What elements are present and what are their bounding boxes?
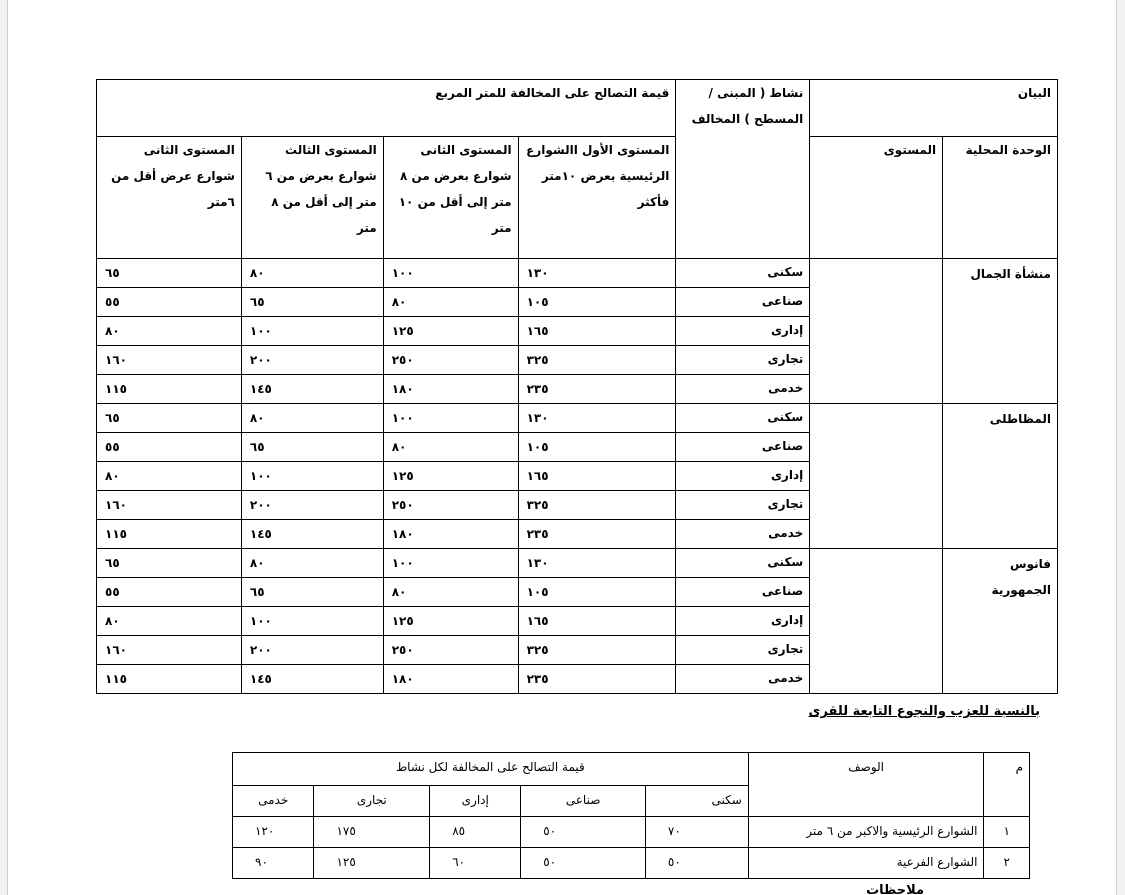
value-cell: ١٦٠ xyxy=(97,346,242,375)
value-cell: ١٠٠ xyxy=(383,259,518,288)
value-cell: ٥٠ xyxy=(521,848,646,879)
value-cell: ٢٠٠ xyxy=(241,636,383,665)
value-cell: ١٤٥ xyxy=(241,520,383,549)
value-cell: ٥٥ xyxy=(97,578,242,607)
value-cell: ٨٠ xyxy=(241,549,383,578)
value-cell: ٧٠ xyxy=(645,817,748,848)
page-edge-right xyxy=(1116,0,1117,895)
value-cell: ٢٥٠ xyxy=(383,636,518,665)
activity-cell: خدمى xyxy=(676,665,810,694)
local-unit-cell: منشأة الجمال xyxy=(943,259,1058,404)
desc-cell: الشوارع الرئيسية والاكبر من ٦ متر xyxy=(748,817,984,848)
value-cell: ٢٣٥ xyxy=(518,375,676,404)
local-unit-header: الوحدة المحلية xyxy=(943,137,1058,259)
residential-header: سكنى xyxy=(645,786,748,817)
local-unit-cell: المظاطلى xyxy=(943,404,1058,549)
value-cell: ١٤٥ xyxy=(241,665,383,694)
value-cell: ١٠٠ xyxy=(241,462,383,491)
value-cell: ٣٢٥ xyxy=(518,636,676,665)
level-cell xyxy=(810,259,943,404)
value-cell: ٨٠ xyxy=(97,607,242,636)
level1-header: المستوى الأول االشوارع الرئيسية بعرض ١٠متر فأكثر xyxy=(518,137,676,259)
value-cell: ١١٥ xyxy=(97,375,242,404)
activity-cell: سكنى xyxy=(676,404,810,433)
value-cell: ١٦٠ xyxy=(97,491,242,520)
activity-cell: خدمى xyxy=(676,375,810,404)
value-cell: ٨٠ xyxy=(383,288,518,317)
value-cell: ١٢٥ xyxy=(383,317,518,346)
value-cell: ١٦٥ xyxy=(518,607,676,636)
activity-cell: إدارى xyxy=(676,317,810,346)
value-cell: ٨٠ xyxy=(241,404,383,433)
value-cell: ١٠٠ xyxy=(241,607,383,636)
value-cell: ١٦٠ xyxy=(97,636,242,665)
value-cell: ١٠٠ xyxy=(241,317,383,346)
cut-off-heading: ملاحظات xyxy=(866,884,924,895)
value-cell: ٦٥ xyxy=(97,404,242,433)
value-cell: ١٠٠ xyxy=(383,549,518,578)
activity-cell: صناعى xyxy=(676,578,810,607)
value-cell: ١٣٠ xyxy=(518,259,676,288)
villages-note: بالنسبة للعزب والنجوع التابعة للقرى xyxy=(808,704,1040,719)
value-cell: ١٢٠ xyxy=(233,817,314,848)
value-cell: ٨٠ xyxy=(97,317,242,346)
document-page xyxy=(8,0,1116,895)
value-cell: ٣٢٥ xyxy=(518,491,676,520)
level-cell xyxy=(810,549,943,694)
activity-cell: إدارى xyxy=(676,607,810,636)
value-cell: ١٧٥ xyxy=(314,817,430,848)
value-cell: ٦٥ xyxy=(241,433,383,462)
main-fees-table xyxy=(96,79,1058,694)
value-cell: ١٣٠ xyxy=(518,549,676,578)
value-cell: ٨٠ xyxy=(383,433,518,462)
value-cell: ١٢٥ xyxy=(383,607,518,636)
num-header: م xyxy=(984,753,1030,817)
value-cell: ١٦٥ xyxy=(518,462,676,491)
value-cell: ٢٠٠ xyxy=(241,346,383,375)
desc-header: الوصف xyxy=(748,753,984,817)
value-cell: ٦٥ xyxy=(241,578,383,607)
value-cell: ٦٥ xyxy=(97,259,242,288)
value-cell: ٦٥ xyxy=(241,288,383,317)
bayan-header: البيان xyxy=(810,80,1058,137)
value-cell: ١٠٥ xyxy=(518,433,676,462)
value-cell: ١٨٠ xyxy=(383,665,518,694)
value-cell: ١٨٠ xyxy=(383,520,518,549)
industrial-header: صناعى xyxy=(521,786,646,817)
value-cell: ٢٥٠ xyxy=(383,346,518,375)
value-cell: ٨٠ xyxy=(383,578,518,607)
activity-cell: تجارى xyxy=(676,346,810,375)
activity-cell: تجارى xyxy=(676,491,810,520)
villages-fees-table xyxy=(232,752,1030,879)
value-cell: ٨٠ xyxy=(97,462,242,491)
level-header: المستوى xyxy=(810,137,943,259)
activity-cell: خدمى xyxy=(676,520,810,549)
value-cell: ٢٥٠ xyxy=(383,491,518,520)
value-cell: ١٠٥ xyxy=(518,578,676,607)
administrative-header: إدارى xyxy=(430,786,521,817)
value-cell: ٣٢٥ xyxy=(518,346,676,375)
value-cell: ٩٠ xyxy=(233,848,314,879)
service-header: خدمى xyxy=(233,786,314,817)
value-cell: ٢٣٥ xyxy=(518,665,676,694)
local-unit-cell: فانوس الجمهورية xyxy=(943,549,1058,694)
value-cell: ١٨٠ xyxy=(383,375,518,404)
level3-header: المستوى الثالث شوارع بعرض من ٦ متر إلى أقل من ٨ متر xyxy=(241,137,383,259)
value-cell: ٥٠ xyxy=(521,817,646,848)
activity-cell: صناعى xyxy=(676,288,810,317)
desc-cell: الشوارع الفرعية xyxy=(748,848,984,879)
activity-cell: تجارى xyxy=(676,636,810,665)
activity-cell: سكنى xyxy=(676,259,810,288)
level-cell xyxy=(810,404,943,549)
activity-cell: سكنى xyxy=(676,549,810,578)
row-number: ١ xyxy=(984,817,1030,848)
commercial-header: تجارى xyxy=(314,786,430,817)
value-cell: ١٤٥ xyxy=(241,375,383,404)
level4-header: المستوى الثانى شوارع عرض أقل من ٦متر xyxy=(97,137,242,259)
value-cell: ١٠٥ xyxy=(518,288,676,317)
value-cell: ١٦٥ xyxy=(518,317,676,346)
value-cell: ٢٣٥ xyxy=(518,520,676,549)
value-cell: ٨٥ xyxy=(430,817,521,848)
activity-cell: صناعى xyxy=(676,433,810,462)
value-cell: ٢٠٠ xyxy=(241,491,383,520)
value-cell: ٦٥ xyxy=(97,549,242,578)
value-header: قيمة التصالح على المخالفة للمتر المربع xyxy=(97,80,676,137)
value-cell: ٨٠ xyxy=(241,259,383,288)
value-cell: ١١٥ xyxy=(97,520,242,549)
value-cell: ٥٠ xyxy=(645,848,748,879)
activity-header: نشاط ( المبنى / المسطح ) المخالف xyxy=(676,80,810,259)
activity-cell: إدارى xyxy=(676,462,810,491)
value-cell: ١٠٠ xyxy=(383,404,518,433)
value-cell: ١١٥ xyxy=(97,665,242,694)
value-cell: ٥٥ xyxy=(97,288,242,317)
row-number: ٢ xyxy=(984,848,1030,879)
villages-value-header: قيمة التصالح على المخالفة لكل نشاط xyxy=(233,753,749,786)
level2-header: المستوى الثانى شوارع بعرض من ٨ متر إلى أقل من ١٠ متر xyxy=(383,137,518,259)
value-cell: ٥٥ xyxy=(97,433,242,462)
value-cell: ١٢٥ xyxy=(314,848,430,879)
value-cell: ١٣٠ xyxy=(518,404,676,433)
value-cell: ٦٠ xyxy=(430,848,521,879)
value-cell: ١٢٥ xyxy=(383,462,518,491)
